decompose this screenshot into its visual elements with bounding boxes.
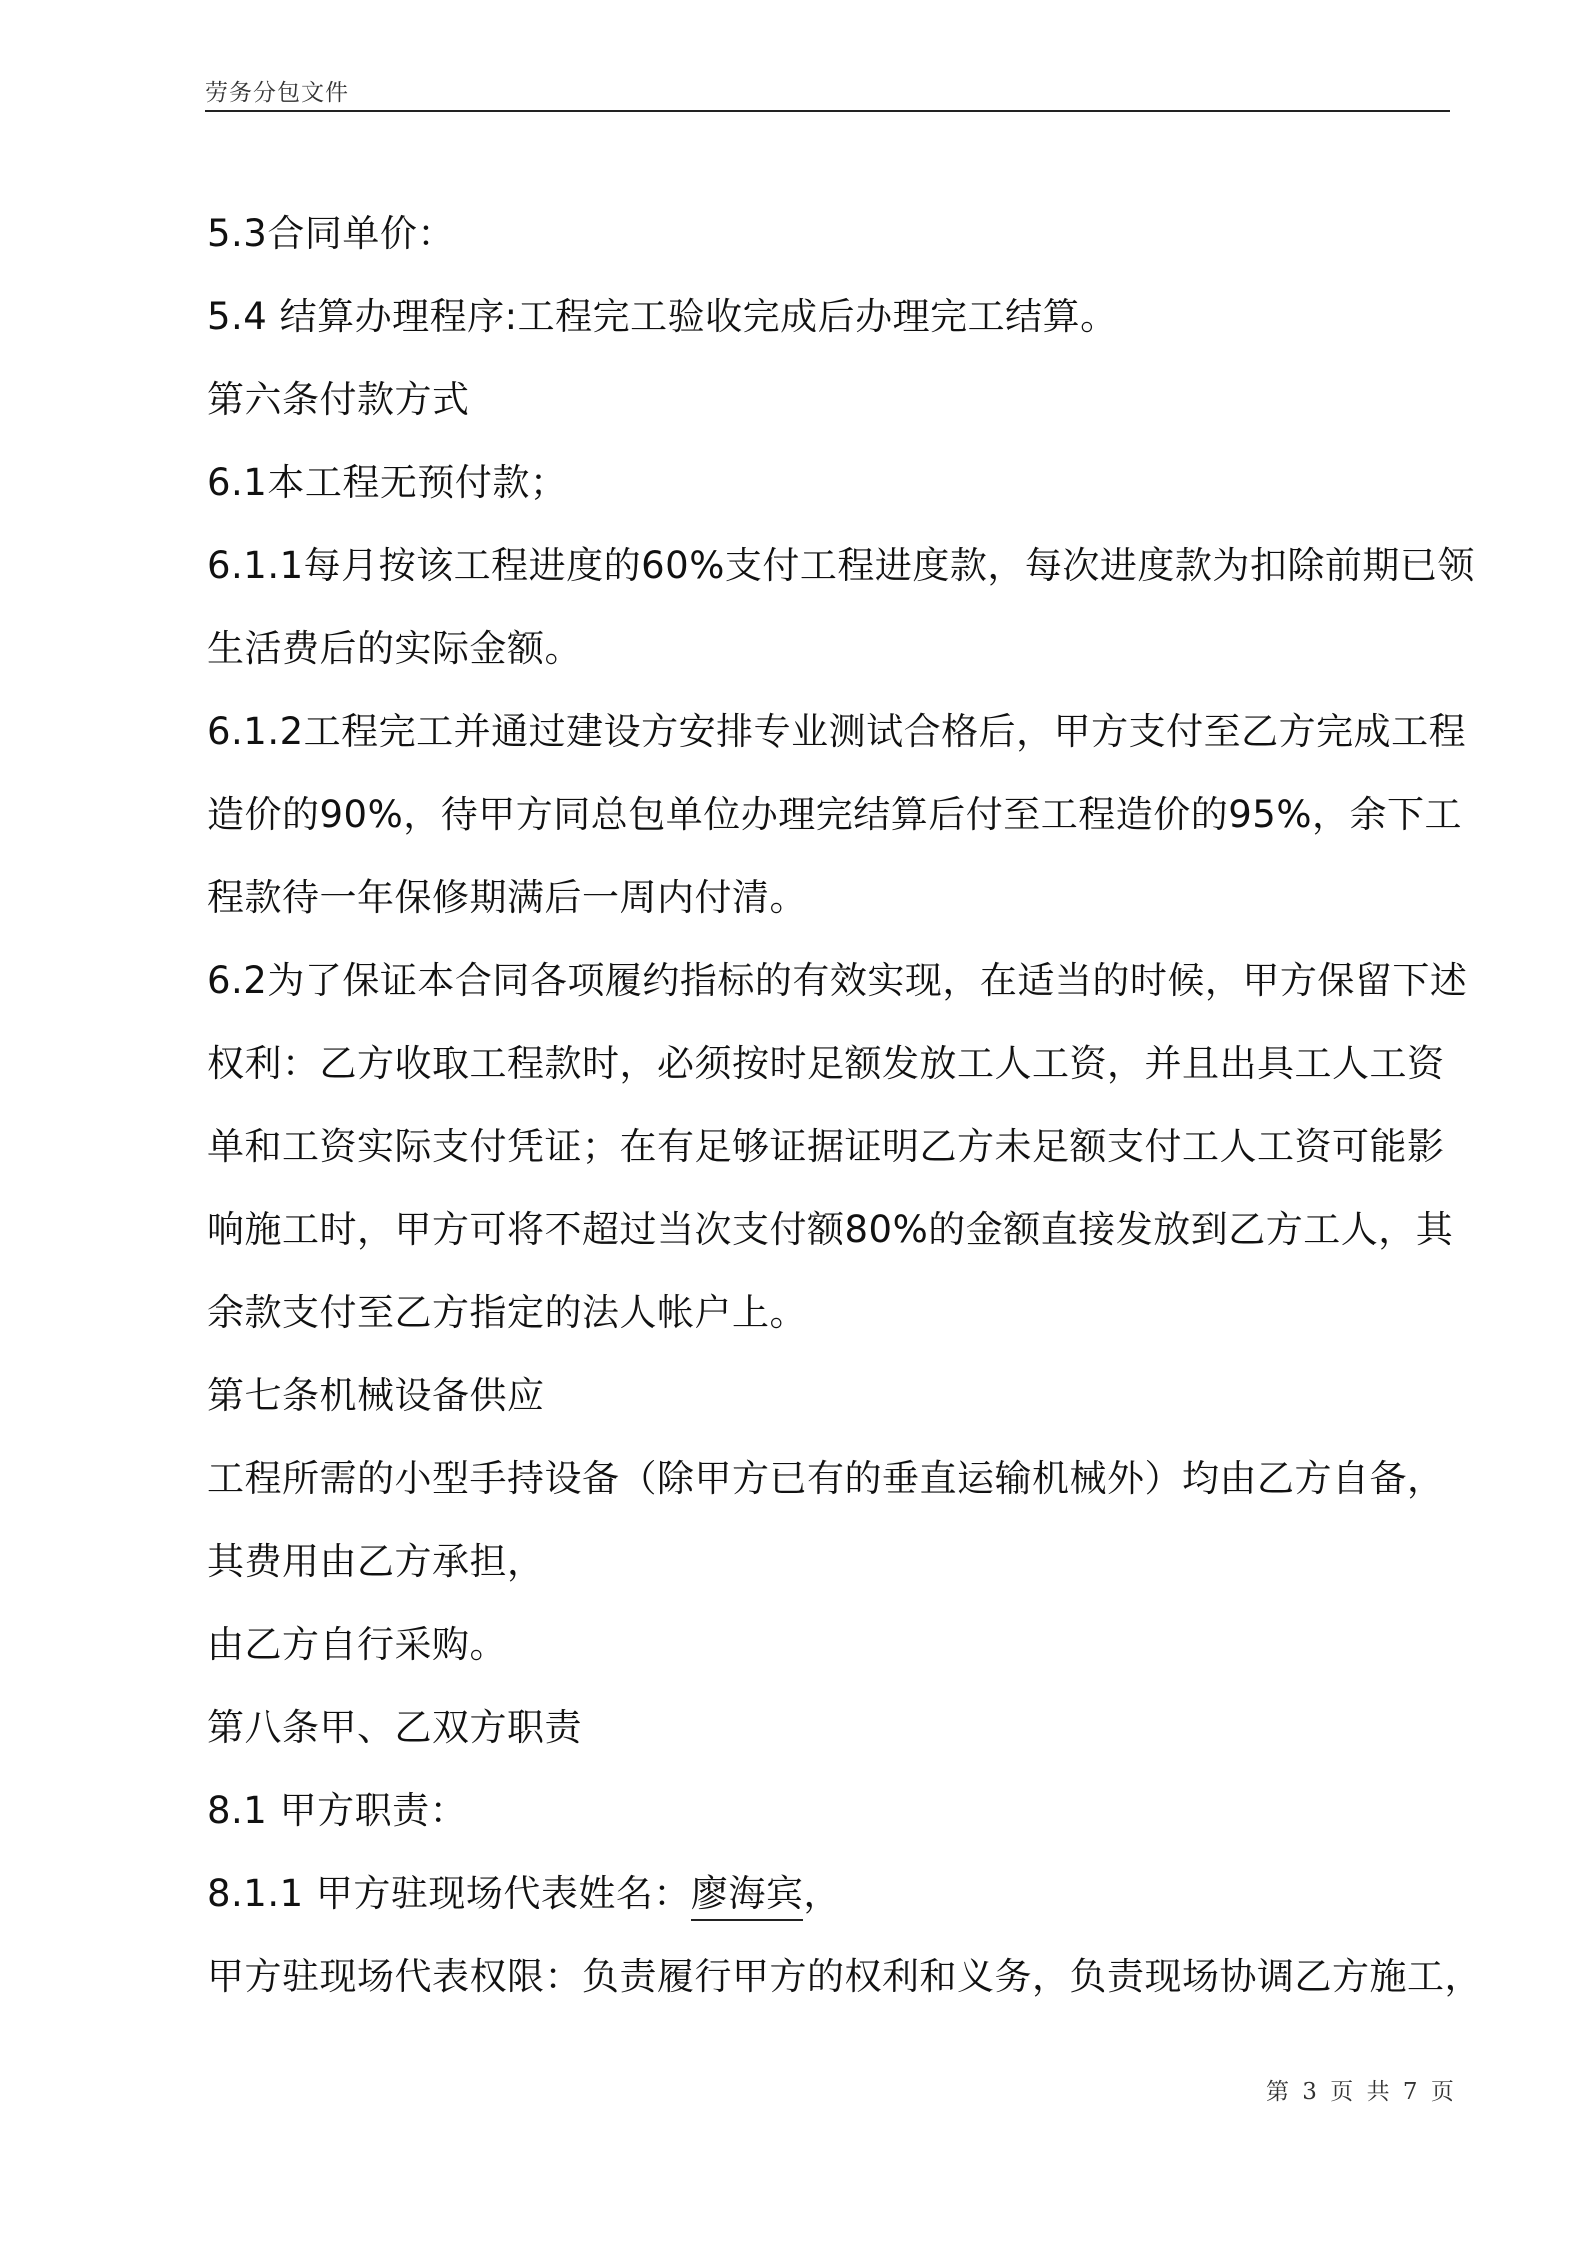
- representative-name: 廖海宾: [691, 1872, 804, 1921]
- header-title: 劳务分包文件: [205, 80, 349, 106]
- text-line: 由乙方自行采购。: [207, 1623, 507, 1666]
- text-line: 单和工资实际支付凭证；在有足够证据证明乙方未足额支付工人工资可能影: [207, 1125, 1445, 1168]
- representative-line: [207, 1852, 1452, 1935]
- text-line: 6.1本工程无预付款；: [207, 461, 568, 504]
- text-line: 生活费后的实际金额。: [207, 627, 582, 670]
- text-line: 6.2为了保证本合同各项履约指标的有效实现，在适当的时候，甲方保留下述: [207, 959, 1468, 1002]
- document-body: [207, 192, 1482, 2018]
- section-heading: 第七条机械设备供应: [207, 1374, 545, 1417]
- text-line: 权利：乙方收取工程款时，必须按时足额发放工人工资，并且出具工人工资: [207, 1042, 1445, 1085]
- representative-suffix: ，: [803, 1872, 841, 1915]
- text-line: 造价的90%，待甲方同总包单位办理完结算后付至工程造价的95%，余下工: [207, 793, 1462, 836]
- text-line: 6.1.2工程完工并通过建设方安排专业测试合格后，甲方支付至乙方完成工程: [207, 710, 1467, 753]
- representative-label: 8.1.1 甲方驻现场代表姓名：: [207, 1872, 691, 1915]
- text-line: 甲方驻现场代表权限：负责履行甲方的权利和义务，负责现场协调乙方施工，: [207, 1955, 1482, 1998]
- text-line: 其费用由乙方承担，: [207, 1540, 545, 1583]
- text-line: 8.1 甲方职责：: [207, 1789, 468, 1832]
- page-footer: 第 3 页 共 7 页: [1266, 2079, 1457, 2105]
- text-line: 程款待一年保修期满后一周内付清。: [207, 876, 807, 919]
- text-line: 余款支付至乙方指定的法人帐户上。: [207, 1291, 807, 1334]
- text-line: 6.1.1每月按该工程进度的60%支付工程进度款，每次进度款为扣除前期已领: [207, 544, 1475, 587]
- text-line: 工程所需的小型手持设备（除甲方已有的垂直运输机械外）均由乙方自备，: [207, 1457, 1445, 1500]
- section-heading: 第八条甲、乙双方职责: [207, 1706, 582, 1749]
- section-heading: 第六条付款方式: [207, 378, 470, 421]
- text-line: 5.4 结算办理程序:工程完工验收完成后办理完工结算。: [207, 295, 1118, 338]
- text-line: 5.3合同单价：: [207, 212, 455, 255]
- text-line: 响施工时，甲方可将不超过当次支付额80%的金额直接发放到乙方工人，其: [207, 1208, 1454, 1251]
- page-header: [205, 66, 1450, 112]
